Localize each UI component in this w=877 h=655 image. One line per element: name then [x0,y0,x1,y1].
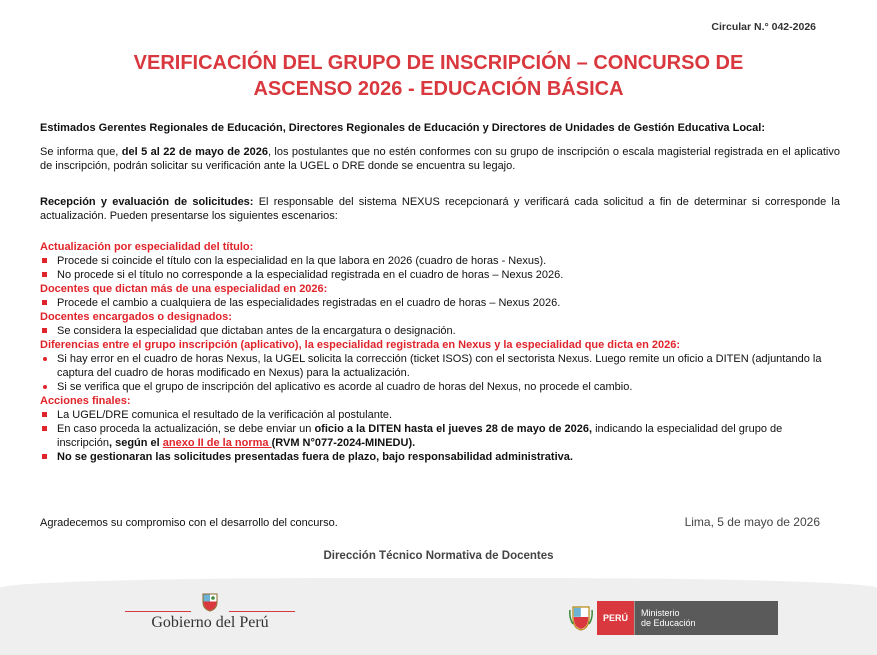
document-title [0,50,877,102]
peru-label: PERÚ [597,601,634,635]
list-item [40,422,840,450]
reception-paragraph [40,195,840,223]
logo-line-left [125,611,191,612]
list-item: Procede si coincide el título con la especialidad en la que labora en 2026 (cuadro de horas - Nexus). [40,254,840,268]
intro-paragraph [40,145,840,173]
reception-heading: Recepción y evaluación de solicitudes: [40,196,254,208]
ministerio-label [634,601,778,635]
minedu-logo [569,601,778,635]
annex-link[interactable]: anexo II de la norma [162,437,272,449]
title-line-1: VERIFICACIÓN DEL GRUPO DE INSCRIPCIÓN – CONCURSO DE [133,52,744,74]
intro-text: Se informa que, [40,146,122,158]
intro-text-rest: , los postulantes que no estén conformes con su grupo de inscripción o escala magisterial registrada en el aplicativo de inscripción, podrán solicitar su verificación ante la UGEL o DRE donde se encuentra su legajo. [40,146,840,172]
list-item: No se gestionaran las solicitudes presentadas fuera de plazo, bajo responsabilidad administrativa. [40,450,840,464]
list-item-text: En caso proceda la actualización, se debe enviar un [57,423,315,435]
scenarios-list [40,240,840,464]
gob-text: Gobierno del Perú [151,614,269,631]
deadline-text: oficio a la DITEN hasta el jueves 28 de mayo de 2026, [314,423,593,435]
list-item-text: , según el [108,437,163,449]
section-title-final-actions: Acciones finales: [40,395,131,407]
greeting: Estimados Gerentes Regionales de Educación, Directores Regionales de Educación y Directores de Unidades de Gestión Educativa Local: [40,122,766,134]
intro-dates: del 5 al 22 de mayo de 2026 [121,146,268,158]
thanks-text: Agradecemos su compromiso con el desarrollo del concurso. [40,517,338,529]
list-item: Se considera la especialidad que dictaban antes de la encargatura o designación. [40,324,840,338]
date: Lima, 5 de mayo de 2026 [684,515,820,529]
section-title-multiple-specialties: Docentes que dictan más de una especialidad en 2026: [40,283,328,295]
list-item: La UGEL/DRE comunica el resultado de la verificación al postulante. [40,408,840,422]
department-signature: Dirección Técnico Normativa de Docentes [323,550,554,562]
section-title-specialty: Actualización por especialidad del título: [40,241,254,253]
ministerio-line-1: Ministerio [641,608,680,618]
rvm-reference: (RVM N°077-2024-MINEDU). [271,437,416,449]
reception-text: El responsable del sistema NEXUS recepcionará y verificará cada solicitud a fin de determinar si corresponde la actualización. Pueden presentarse los siguientes escenarios: [40,196,840,222]
section-title-appointed: Docentes encargados o designados: [40,311,232,323]
list-item: Procede el cambio a cualquiera de las especialidades registradas en el cuadro de horas – Nexus 2026. [40,296,840,310]
section-title-differences: Diferencias entre el grupo inscripción (aplicativo), la especialidad registrada en Nexus y la especialidad que dicta en 2026: [40,339,681,351]
coat-of-arms-icon [202,592,218,612]
circular-number: Circular N.° 042-2026 [711,21,816,33]
ministerio-line-2: de Educación [641,618,696,628]
list-item: Si se verifica que el grupo de inscripción del aplicativo es acorde al cuadro de horas del Nexus, no procede el cambio. [40,380,840,394]
list-item: No procede si el título no corresponde a la especialidad registrada en el cuadro de horas – Nexus 2026. [40,268,840,282]
gobierno-del-peru-logo [125,590,295,638]
logo-line-right [229,611,295,612]
list-item: Si hay error en el cuadro de horas Nexus, la UGEL solicita la corrección (ticket ISOS) con el sectorista Nexus. Luego remite un oficio a DITEN (adjuntando la captura del cuadro de horas modificado en Nexus) para la actualización. [40,352,840,380]
title-line-2: ASCENSO 2026 - EDUCACIÓN BÁSICA [253,78,624,100]
escudo-icon [569,604,593,632]
list-item-text: indicando la especialidad del grupo de inscripción [57,423,783,449]
